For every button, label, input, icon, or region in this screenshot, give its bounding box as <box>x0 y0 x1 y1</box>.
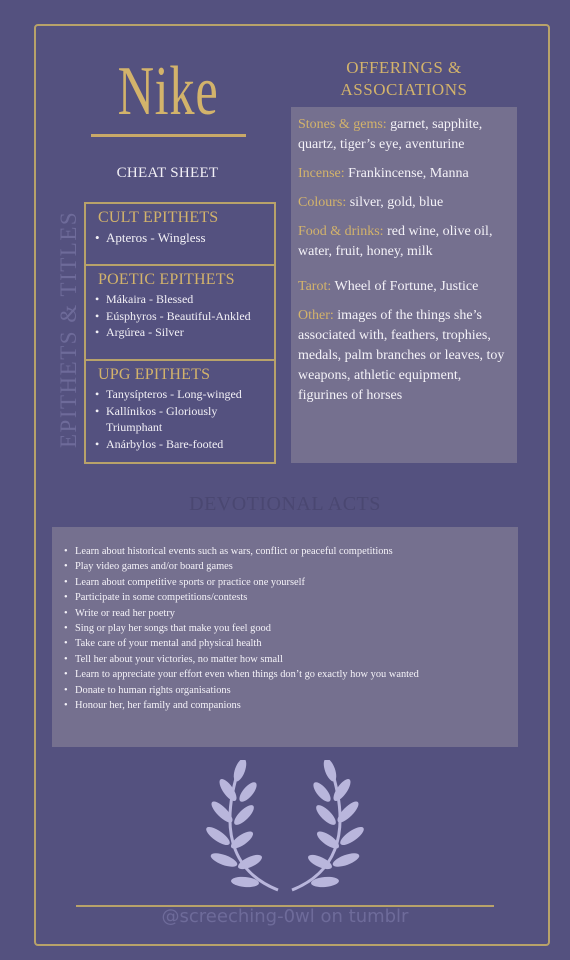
cult-epithets-list <box>86 229 274 247</box>
epithets-vertical-heading: EPITHETS & TITLES <box>56 210 81 448</box>
offering-text: silver, gold, blue <box>346 195 444 210</box>
list-item: • Kallínikos - Gloriously <box>94 403 274 420</box>
list-item: • Tell her about your victories, no matter how small <box>64 652 518 667</box>
list-item: • Tanysípteros - Long-winged <box>94 386 274 403</box>
offering-label: Other: <box>298 308 334 323</box>
offerings-heading-line2: ASSOCIATIONS <box>340 80 468 99</box>
list-item: • Learn about competitive sports or practice one yourself <box>64 575 518 590</box>
offering-food <box>298 222 511 262</box>
page-title: Nike <box>117 53 219 130</box>
offering-other <box>298 306 511 406</box>
laurel-wreath-icon <box>200 760 370 895</box>
list-item: • Mákaira - Blessed <box>94 291 274 308</box>
offering-text: garnet, sapphite, quartz, tiger’s eye, aventurine <box>298 117 483 152</box>
title-divider <box>91 134 246 137</box>
list-item-continuation: Triumphant <box>106 420 163 434</box>
cult-epithets-heading: CULT EPITHETS <box>98 209 219 226</box>
upg-epithets-section <box>86 359 274 464</box>
list-item: • Anárbylos - Bare-footed <box>94 436 274 453</box>
devotional-heading: DEVOTIONAL ACTS <box>189 493 381 515</box>
list-item: • Donate to human rights organisations <box>64 683 518 698</box>
offering-text: Frankincense, Manna <box>344 166 469 181</box>
offering-label: Tarot: <box>298 279 332 294</box>
offering-stones <box>298 115 511 155</box>
offering-text: Wheel of Fortune, Justice <box>331 279 479 294</box>
offerings-heading-line1: OFFERINGS & <box>346 58 462 77</box>
offering-incense <box>298 164 511 184</box>
offering-label: Stones & gems: <box>298 117 387 132</box>
list-item: • Apteros - Wingless <box>94 229 274 247</box>
offering-label: Incense: <box>298 166 345 181</box>
offering-colours <box>298 193 511 213</box>
list-item: • Learn about historical events such as wars, conflict or peaceful competitions <box>64 544 518 559</box>
list-item: • Participate in some competitions/contests <box>64 590 518 605</box>
poetic-epithets-heading: POETIC EPITHETS <box>98 271 235 288</box>
list-item: • Argúrea - Silver <box>94 324 274 341</box>
list-item: • Eúsphyros - Beautiful-Ankled <box>94 308 274 325</box>
offering-label: Food & drinks: <box>298 224 384 239</box>
list-item: • Sing or play her songs that make you feel good <box>64 621 518 636</box>
upg-epithets-heading: UPG EPITHETS <box>98 366 211 383</box>
epithets-box <box>84 202 276 464</box>
list-item: • Honour her, her family and companions <box>64 698 518 713</box>
list-item: • Play video games and/or board games <box>64 559 518 574</box>
poetic-epithets-section <box>86 264 274 359</box>
devotional-panel <box>52 527 518 747</box>
offerings-heading <box>300 57 508 101</box>
upg-epithets-list <box>86 386 274 452</box>
offering-tarot <box>298 277 511 297</box>
cult-epithets-section <box>86 204 274 264</box>
list-item: • Take care of your mental and physical health <box>64 636 518 651</box>
footer-credit: @screeching-0wl on tumblr <box>161 906 409 927</box>
offerings-panel <box>291 107 517 463</box>
offering-text: red wine, olive oil, water, fruit, honey, milk <box>298 224 493 259</box>
offering-text: images of the things she’s associated with, feathers, trophies, medals, palm branches or leaves, toy weapons, athletic equipment, figurines of horses <box>298 308 505 403</box>
offering-label: Colours: <box>298 195 347 210</box>
list-item: • Learn to appreciate your effort even when things don’t go exactly how you wanted <box>64 667 518 682</box>
page-subtitle: CHEAT SHEET <box>116 165 219 181</box>
devotional-list <box>64 544 518 713</box>
poetic-epithets-list <box>86 291 274 341</box>
list-item: • Write or read her poetry <box>64 606 518 621</box>
